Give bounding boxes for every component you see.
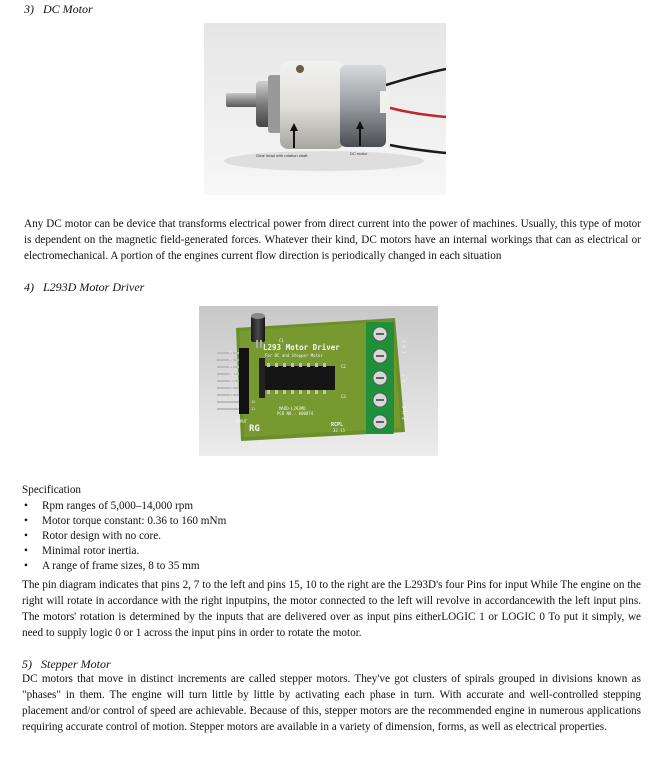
- board-logo: RG: [249, 424, 260, 434]
- board-pin-label: P3: [229, 365, 234, 369]
- board-pin-label: P4: [229, 358, 234, 362]
- board-c3: C3: [341, 394, 346, 399]
- specification-title: Specification: [22, 484, 82, 496]
- board-maker-sub: 32-15: [333, 428, 346, 433]
- list-item: • Motor torque constant: 0.36 to 160 mNm: [22, 514, 622, 529]
- board-maker: RCPL: [331, 422, 344, 428]
- board-subtitle: For DC and Stepper Motor: [265, 353, 323, 358]
- board-pcb-number: PCB NO.: 000074: [277, 411, 314, 416]
- list-item: • Rotor design with no core.: [22, 529, 622, 544]
- specification-list: [22, 499, 622, 574]
- list-item: • Minimal rotor inertia.: [22, 544, 622, 559]
- section-heading-stepper-motor: 5) Stepper Motor: [22, 657, 111, 671]
- board-terminal-label: + V -: [400, 374, 405, 388]
- board-pin-label: 11: [251, 407, 256, 411]
- board-pin-label: 12: [251, 400, 256, 404]
- board-c1: C1: [279, 338, 284, 343]
- list-item: • A range of frame sizes, 8 to 35 mm: [22, 559, 622, 574]
- dc-motor-caption: DC motor: [350, 151, 368, 156]
- l293d-board-photo: [199, 306, 438, 456]
- dc-motor-photo: [204, 23, 446, 195]
- board-pin-label: T1: [229, 393, 234, 397]
- list-item: • Rpm ranges of 5,000–14,000 rpm: [22, 499, 622, 514]
- board-code: MADD-L293MD: [279, 406, 306, 411]
- board-pin-label: T2: [229, 386, 234, 390]
- board-terminal-label: 1 M 2: [400, 340, 405, 354]
- stepper-motor-paragraph: DC motors that move in distinct increments are called stepper motors. They've got clusters of spirals grouped in divisions known as "phases" in them. The engine will turn little by little by activating each phase in turn. With accurate and well-controlled stepping placement and/or control of speed are achievable. Because of this, stepper motors are the recommended engine in numerous applications requiring accurate control of motion. Stepper motors are available in a variety of dimension, forms, as well as electrical properties.: [22, 673, 641, 733]
- section-heading-l293d: 4) L293D Motor Driver: [24, 280, 145, 294]
- gear-head-caption: Gear head with rotation shaft: [256, 153, 308, 158]
- board-input-label: INPUT: [235, 419, 248, 424]
- board-c2: C2: [341, 364, 346, 369]
- section-heading-dc-motor: 3) DC Motor: [24, 2, 93, 16]
- dc-motor-paragraph: Any DC motor can be device that transforms electrical power from direct current into the power of machines. Usually, this type of motor is dependent on the magnetic field-generated forces. Whatever their kind, DC motors have an internal workings that can as electrical or electromechanical. A portion of the engines current flow direction is periodically changed in each situation: [24, 218, 641, 262]
- board-pin-label: VCC: [229, 379, 236, 383]
- board-pin-label: GND: [229, 372, 236, 376]
- board-pin-label: P5: [229, 351, 234, 355]
- board-terminal-label: 2 M 1: [400, 406, 405, 420]
- l293d-paragraph: The pin diagram indicates that pins 2, 7 to the left and pins 15, 10 to the right are the L293D's four Pins for input While The engine on the right will rotate in accordance with the right inputpins, the motor connected to the left will revolve in accordancewith the left input pins. The motors' rotation is determined by the inputs that are delivered over as input pins eitherLOGIC 1 or LOGIC 0 To put it simply, we need to supply logic 0 or 1 across the input pins in order to rotate the motor.: [22, 579, 641, 639]
- board-title: L293 Motor Driver: [263, 343, 340, 352]
